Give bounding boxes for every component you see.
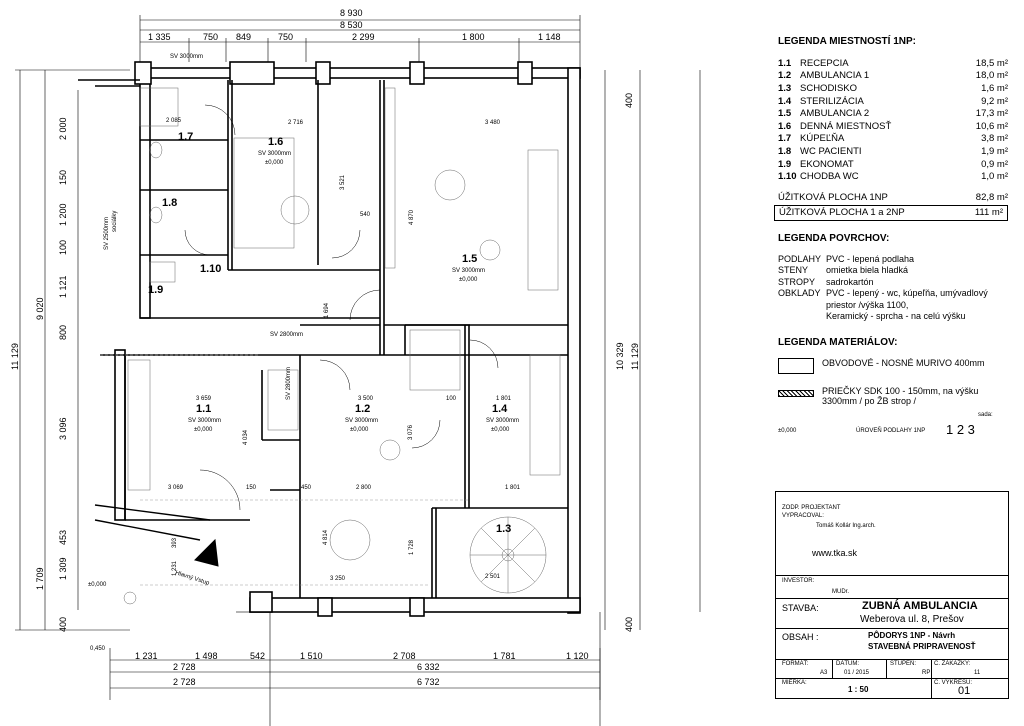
dim-left-seg: 1 200 [58, 203, 68, 226]
room-label: 1.7 [178, 131, 194, 143]
legend-materials-title: LEGENDA MATERIÁLOV: [778, 336, 898, 348]
legend-total-1-2np: ÚŽITKOVÁ PLOCHA 1 a 2NP 111 m² [774, 205, 1008, 221]
dim-right-wall: 400 [624, 92, 634, 108]
dim-left-seg: 453 [58, 529, 68, 545]
dim-bottom-seg: 1 231 [135, 651, 158, 661]
entrance-label: Hlavný Vstup [174, 570, 210, 587]
legend-room-row: 1.1 RECEPCIA 18,5 m² [778, 57, 1008, 69]
sv-label: SV 2800mm [270, 332, 304, 338]
room-width: 3 500 [358, 396, 374, 402]
inner-dim: 2 800 [356, 485, 372, 491]
legend-room-row: 1.2 AMBULANCIA 1 18,0 m² [778, 70, 1008, 82]
dim-top-seg: 1 335 [148, 32, 171, 42]
dim-left-seg: 2 000 [58, 117, 68, 140]
inner-dim: 1 728 [409, 539, 415, 555]
room-width: 2 501 [485, 574, 501, 580]
sv-label: SV 2500mm [104, 216, 110, 250]
dim-bottom-seg: 2 708 [393, 651, 416, 661]
dim-right-total: 11 129 [630, 343, 640, 370]
sv-label: sociálky [112, 210, 118, 232]
room-sv: SV 3000mm [452, 268, 486, 274]
legend-room-row: 1.9 EKONOMAT 0,9 m² [778, 158, 1008, 170]
legend-room-row: 1.10 CHODBA WC 1,0 m² [778, 171, 1008, 183]
legend-room-row: 1.8 WC PACIENTI 1,9 m² [778, 145, 1008, 157]
legend-surface-row: PODLAHY PVC - lepená podlaha [778, 253, 915, 264]
level-label: ±0,000 [88, 582, 107, 588]
room-label: 1.9 [148, 284, 164, 296]
inner-dim: 100 [446, 396, 457, 402]
room-width: 1 801 [496, 396, 512, 402]
dim-top-seg: 1 800 [462, 32, 485, 42]
dim-bottom-seg: 1 781 [493, 651, 516, 661]
legend-room-row: 1.6 DENNÁ MIESTNOSŤ 10,6 m² [778, 120, 1008, 132]
dim-top-total: 8 930 [340, 8, 363, 18]
partition-swatch-icon [778, 390, 814, 397]
inner-dim: 4 870 [409, 209, 415, 225]
dim-right-wall: 400 [624, 616, 634, 632]
room-sv: SV 3000mm [345, 418, 379, 424]
room-width: 3 480 [485, 120, 501, 126]
legend-surface-row: OBKLADY PVC - lepený - wc, kúpeľňa, umývadlový priestor /výška 1100, [778, 288, 988, 310]
dim-left-total: 11 129 [10, 343, 20, 370]
room-label: 1.10 [200, 263, 222, 275]
dim-left-wall: 400 [58, 616, 68, 632]
sv-label: SV 2800mm [286, 366, 292, 400]
legend-surface-row: STENY omietka biela hladká [778, 265, 909, 276]
legend-rooms-list [778, 57, 1008, 183]
room-level: ±0,000 [459, 277, 478, 283]
dim-left-seg: 3 096 [58, 417, 68, 440]
dim-left-seg: 150 [58, 169, 68, 185]
dim-bottom-t2: 2 728 [173, 677, 196, 687]
inner-dim: 4 814 [323, 529, 329, 545]
dim-bottom-seg: 1 120 [566, 651, 589, 661]
dim-bottom-t1: 2 728 [173, 662, 196, 672]
dim-left-seg: 1 309 [58, 557, 68, 580]
room-width: 3 659 [196, 396, 212, 402]
inner-dim: 3 076 [408, 424, 414, 440]
room-label: 1.1 [196, 403, 212, 415]
legend-rooms-title: LEGENDA MIESTNOSTÍ 1NP: [778, 36, 916, 47]
legend-surface-row: Keramický - sprcha - na celú výšku [826, 311, 966, 322]
inner-dim: 393 [172, 537, 178, 548]
room-level: ±0,000 [265, 160, 284, 166]
legend-total-1np: ÚŽITKOVÁ PLOCHA 1NP 82,8 m² [778, 192, 1008, 204]
dim-bottom-t1: 6 332 [417, 662, 440, 672]
legend-material-row: OBVODOVÉ - NOSNÉ MURIVO 400mm [778, 358, 1008, 374]
legend-material-row: PRIEČKY SDK 100 - 150mm, na výšku 3300mm / po ŽB strop / [778, 386, 1008, 406]
room-label: 1.5 [462, 253, 478, 265]
legend-room-row: 1.4 STERILIZÁCIA 9,2 m² [778, 95, 1008, 107]
room-level: ±0,000 [194, 427, 213, 433]
dim-top-total2: 8 530 [340, 20, 363, 30]
legend-room-row: 1.3 SCHODISKO 1,6 m² [778, 82, 1008, 94]
dim-top-seg: 2 299 [352, 32, 375, 42]
inner-dim: 540 [360, 212, 371, 218]
room-sv: SV 3000mm [258, 151, 292, 157]
title-block: ZODP. PROJEKTANT VYPRACOVAL: Tomáš Kollár Ing.arch. www.tka.sk INVESTOR: MUDr. STAVBA: ZUBNÁ AMBULANCIA Weberova ul. 8, Prešov OBSAH : PÔDORYS 1NP - Návrh STAVEBNÁ PRIPRAVENOSŤ FORMÁT: A3 DÁTUM: 01 / 2015 STUPEŇ: RP Č. ZÁKAZKY: 11 MIERKA: 1 : 50 Č. VÝKRESU: 01 [775, 491, 1009, 699]
room-label: 1.2 [355, 403, 371, 415]
dim-left-seg: 1 709 [35, 567, 45, 590]
dim-bottom-seg: 1 498 [195, 651, 218, 661]
entrance-arrow-icon [195, 540, 218, 566]
inner-dim: 450 [301, 485, 312, 491]
room-width: 2 085 [166, 118, 182, 124]
legend-surface-row: STROPY sadrokartón [778, 276, 874, 287]
room-level: ±0,000 [350, 427, 369, 433]
legend-panel [778, 36, 1008, 442]
room-level: ±0,000 [491, 427, 510, 433]
dim-left-total2: 9 020 [35, 297, 45, 320]
level-note: ±0,000 ÚROVEŇ PODLAHY 1NP sada: 1 2 3 [778, 411, 993, 437]
dim-top-seg: 849 [236, 32, 252, 42]
legend-room-row: 1.7 KÚPEĽŇA 3,8 m² [778, 133, 1008, 145]
dim-bottom-seg: 542 [250, 651, 266, 661]
room-sv: SV 3000mm [486, 418, 520, 424]
dim-left-seg: 100 [58, 239, 68, 255]
dim-top-seg: 750 [203, 32, 219, 42]
dim-right-total2: 10 329 [615, 342, 625, 370]
room-label: 1.4 [492, 403, 508, 415]
inner-dim: 1 694 [324, 302, 330, 318]
dim-left-seg: 800 [58, 324, 68, 340]
room-width: 2 716 [288, 120, 304, 126]
inner-dim: 1 231 [172, 560, 178, 576]
inner-dim: 1 801 [505, 485, 521, 491]
legend-room-row: 1.5 AMBULANCIA 2 17,3 m² [778, 108, 1008, 120]
dim-top-seg: 1 148 [538, 32, 561, 42]
inner-dim: 3 521 [340, 174, 346, 190]
inner-dim: 4 034 [243, 429, 249, 445]
inner-dim: 3 250 [330, 576, 346, 582]
dim-bottom-seg: 1 510 [300, 651, 323, 661]
dim-left-seg: 1 121 [58, 275, 68, 298]
masonry-swatch-icon [778, 358, 814, 374]
room-sv: SV 3000mm [188, 418, 222, 424]
room-label: 1.8 [162, 197, 178, 209]
dim-top-seg: 750 [278, 32, 294, 42]
legend-surfaces-title: LEGENDA POVRCHOV: [778, 232, 890, 244]
sv-label: SV 3000mm [170, 54, 204, 60]
inner-dim: 3 069 [168, 485, 184, 491]
room-label: 1.3 [496, 523, 512, 535]
dim-bottom-t2: 6 732 [417, 677, 440, 687]
inner-dim: 150 [246, 485, 257, 491]
room-label: 1.6 [268, 136, 284, 148]
level-label: 0,450 [90, 646, 106, 652]
